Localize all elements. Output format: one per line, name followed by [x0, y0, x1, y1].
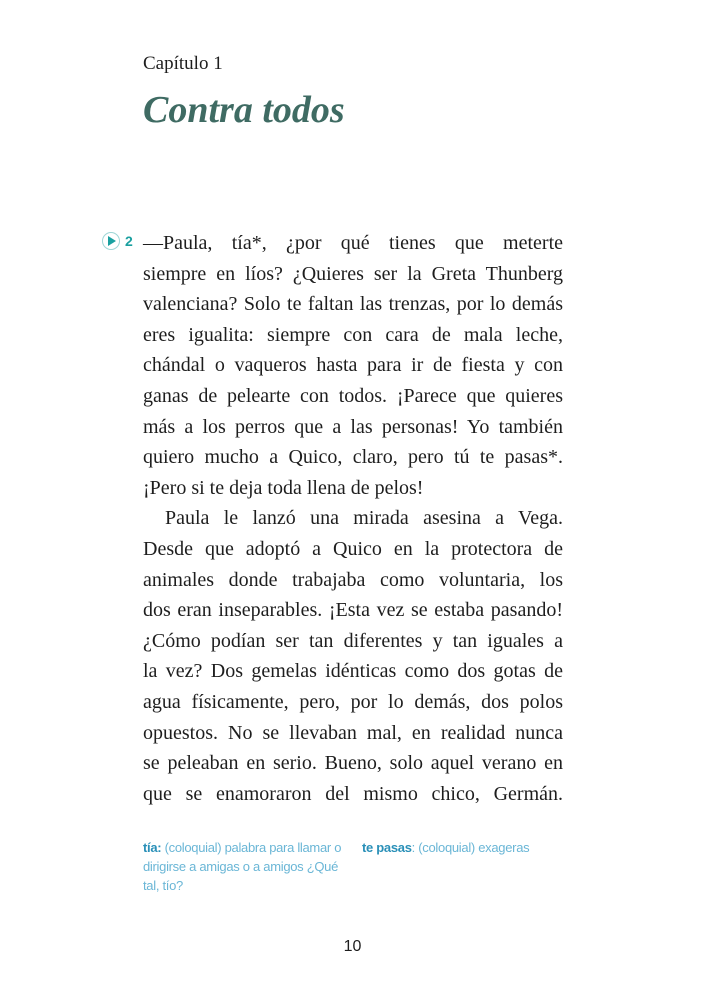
text-line: se peleaban en serio. Bueno, solo aquel verano en	[143, 752, 563, 775]
text-line: agua físicamente, pero, por lo demás, dos polos	[143, 690, 563, 713]
text-line: animales donde trabajaba como voluntaria, los	[143, 568, 563, 591]
body-text	[143, 228, 563, 809]
text-line: opuestos. No se llevaban mal, en realidad nunca	[143, 721, 563, 744]
text-line: la vez? Dos gemelas idénticas como dos gotas de	[143, 660, 563, 683]
text-line: ¿Cómo podían ser tan diferentes y tan iguales a	[143, 629, 563, 652]
text-line: eres igualita: siempre con cara de mala leche,	[143, 323, 563, 346]
text-line: chándal o vaqueros hasta para ir de fiesta y con	[143, 354, 563, 377]
text-line: más a los perros que a las personas! Yo también	[143, 415, 563, 438]
footnote-term: te pasas	[362, 840, 412, 855]
text-line: ¡Pero si te deja toda llena de pelos!	[143, 476, 424, 499]
text-line: valenciana? Solo te faltan las trenzas, por lo demás	[143, 293, 563, 316]
play-icon	[102, 232, 120, 250]
text-line: siempre en líos? ¿Quieres ser la Greta Thunberg	[143, 262, 563, 285]
text-line: dos eran inseparables. ¡Esta vez se estaba pasando!	[143, 599, 563, 622]
footnote-definition: : (coloquial) exageras	[411, 840, 530, 855]
page-number: 10	[343, 938, 362, 955]
footnote-tia	[143, 838, 353, 895]
text-line: ganas de pelearte con todos. ¡Parece que quieres	[143, 384, 563, 407]
audio-track-button[interactable]	[102, 232, 133, 250]
chapter-title: Contra todos	[143, 89, 345, 131]
footnote-term: tía:	[143, 840, 162, 855]
audio-track-number: 2	[125, 233, 133, 249]
footnote-definition: (coloquial) palabra para llamar o dirigirse a amigas o a amigos ¿Qué tal, tío?	[143, 840, 342, 893]
text-line: quiero mucho a Quico, claro, pero tú te pasas*.	[143, 446, 563, 469]
text-line: —Paula, tía*, ¿por qué tienes que meterte	[143, 232, 563, 254]
chapter-label: Capítulo 1	[143, 53, 223, 74]
text-line: Desde que adoptó a Quico en la protectora de	[143, 537, 563, 560]
text-line: que se enamoraron del mismo chico, Germán.	[143, 782, 563, 805]
footnote-te-pasas	[362, 838, 529, 857]
text-line: Paula le lanzó una mirada asesina a Vega.	[165, 507, 563, 530]
